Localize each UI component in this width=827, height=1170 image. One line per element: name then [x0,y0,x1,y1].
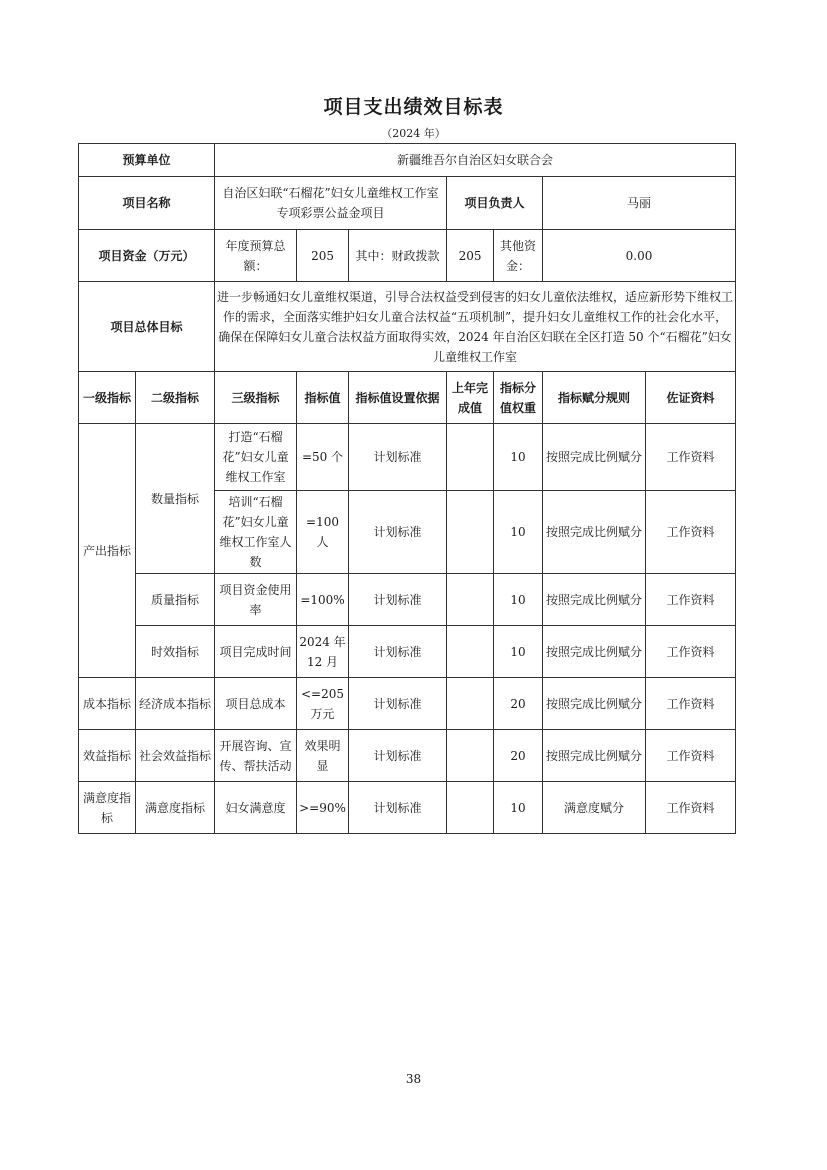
header-level2: 二级指标 [136,372,215,424]
fiscal-allocation-value: 205 [447,230,494,282]
evidence-cell: 工作资料 [646,678,736,730]
table-row [79,626,736,678]
project-name-label: 项目名称 [79,177,215,230]
header-level3: 三级指标 [215,372,297,424]
level1-output: 产出指标 [79,424,136,678]
evidence-cell: 工作资料 [646,574,736,626]
evidence-cell: 工作资料 [646,782,736,834]
evidence-cell: 工作资料 [646,626,736,678]
prev-cell [447,424,494,491]
basis-cell: 计划标准 [349,574,447,626]
level1-satisfaction: 满意度指标 [79,782,136,834]
table-row [79,782,736,834]
prev-cell [447,626,494,678]
value-cell: 效果明显 [297,730,349,782]
overall-goal-label: 项目总体目标 [79,282,215,372]
rule-cell: 按照完成比例赋分 [543,424,646,491]
level2-cell: 质量指标 [136,574,215,626]
header-weight: 指标分值权重 [494,372,543,424]
rule-cell: 按照完成比例赋分 [543,491,646,574]
header-basis: 指标值设置依据 [349,372,447,424]
basis-cell: 计划标准 [349,491,447,574]
rule-cell: 按照完成比例赋分 [543,626,646,678]
project-leader-label: 项目负责人 [447,177,543,230]
project-name-value: 自治区妇联“石榴花”妇女儿童维权工作室专项彩票公益金项目 [215,177,447,230]
rule-cell: 满意度赋分 [543,782,646,834]
level2-quantity: 数量指标 [136,424,215,574]
level3-cell: 妇女满意度 [215,782,297,834]
prev-cell [447,782,494,834]
level3-cell: 项目完成时间 [215,626,297,678]
overall-goal-value: 进一步畅通妇女儿童维权渠道，引导合法权益受到侵害的妇女儿童依法维权，适应新形势下维权工作的需求，全面落实维护妇女儿童合法权益“五项机制”，提升妇女儿童维权工作的社会化水平，确保在保障妇女儿童合法权益方面取得实效，2024 年自治区妇联在全区打造 50 个“石榴花”妇女儿童维权工作室 [215,282,736,372]
value-cell: >=90% [297,782,349,834]
indicator-header-row [79,372,736,424]
other-funds-label: 其他资金： [494,230,543,282]
prev-cell [447,574,494,626]
table-row [79,574,736,626]
level1-benefit: 效益指标 [79,730,136,782]
header-scoring-rule: 指标赋分规则 [543,372,646,424]
header-level1: 一级指标 [79,372,136,424]
weight-cell: 10 [494,491,543,574]
budget-unit-value: 新疆维吾尔自治区妇女联合会 [215,144,736,177]
rule-cell: 按照完成比例赋分 [543,678,646,730]
weight-cell: 10 [494,424,543,491]
value-cell: =100 人 [297,491,349,574]
level2-cell: 满意度指标 [136,782,215,834]
level2-cell: 经济成本指标 [136,678,215,730]
value-cell: 2024 年 12 月 [297,626,349,678]
basis-cell: 计划标准 [349,626,447,678]
level3-cell: 开展咨询、宣传、帮扶活动 [215,730,297,782]
header-value: 指标值 [297,372,349,424]
level2-cell: 社会效益指标 [136,730,215,782]
basis-cell: 计划标准 [349,730,447,782]
table-row [79,678,736,730]
project-name-row [79,177,736,230]
rule-cell: 按照完成比例赋分 [543,730,646,782]
level2-cell: 时效指标 [136,626,215,678]
budget-unit-row [79,144,736,177]
header-evidence: 佐证资料 [646,372,736,424]
annual-budget-label: 年度预算总额： [215,230,297,282]
level3-cell: 项目资金使用率 [215,574,297,626]
level3-cell: 培训“石榴花”妇女儿童维权工作室人数 [215,491,297,574]
weight-cell: 10 [494,626,543,678]
value-cell: =50 个 [297,424,349,491]
project-fund-label: 项目资金（万元） [79,230,215,282]
budget-unit-label: 预算单位 [79,144,215,177]
level3-cell: 打造“石榴花”妇女儿童维权工作室 [215,424,297,491]
prev-cell [447,491,494,574]
project-fund-row [79,230,736,282]
level3-cell: 项目总成本 [215,678,297,730]
weight-cell: 20 [494,730,543,782]
year-subtitle: （2024 年） [381,127,446,140]
basis-cell: 计划标准 [349,678,447,730]
evidence-cell: 工作资料 [646,491,736,574]
page-number: 38 [405,1072,422,1086]
evidence-cell: 工作资料 [646,730,736,782]
other-funds-value: 0.00 [543,230,736,282]
fiscal-allocation-label: 其中：财政拨款 [349,230,447,282]
table-row [79,424,736,491]
prev-cell [447,730,494,782]
prev-cell [447,678,494,730]
overall-goal-row [79,282,736,372]
performance-table [78,143,736,834]
value-cell: =100% [297,574,349,626]
level1-cost: 成本指标 [79,678,136,730]
header-prev-year: 上年完成值 [447,372,494,424]
weight-cell: 10 [494,782,543,834]
weight-cell: 10 [494,574,543,626]
basis-cell: 计划标准 [349,424,447,491]
value-cell: <=205 万元 [297,678,349,730]
evidence-cell: 工作资料 [646,424,736,491]
table-row [79,730,736,782]
weight-cell: 20 [494,678,543,730]
basis-cell: 计划标准 [349,782,447,834]
rule-cell: 按照完成比例赋分 [543,574,646,626]
project-leader-value: 马丽 [543,177,736,230]
page-title: 项目支出绩效目标表 [323,96,504,118]
annual-budget-value: 205 [297,230,349,282]
